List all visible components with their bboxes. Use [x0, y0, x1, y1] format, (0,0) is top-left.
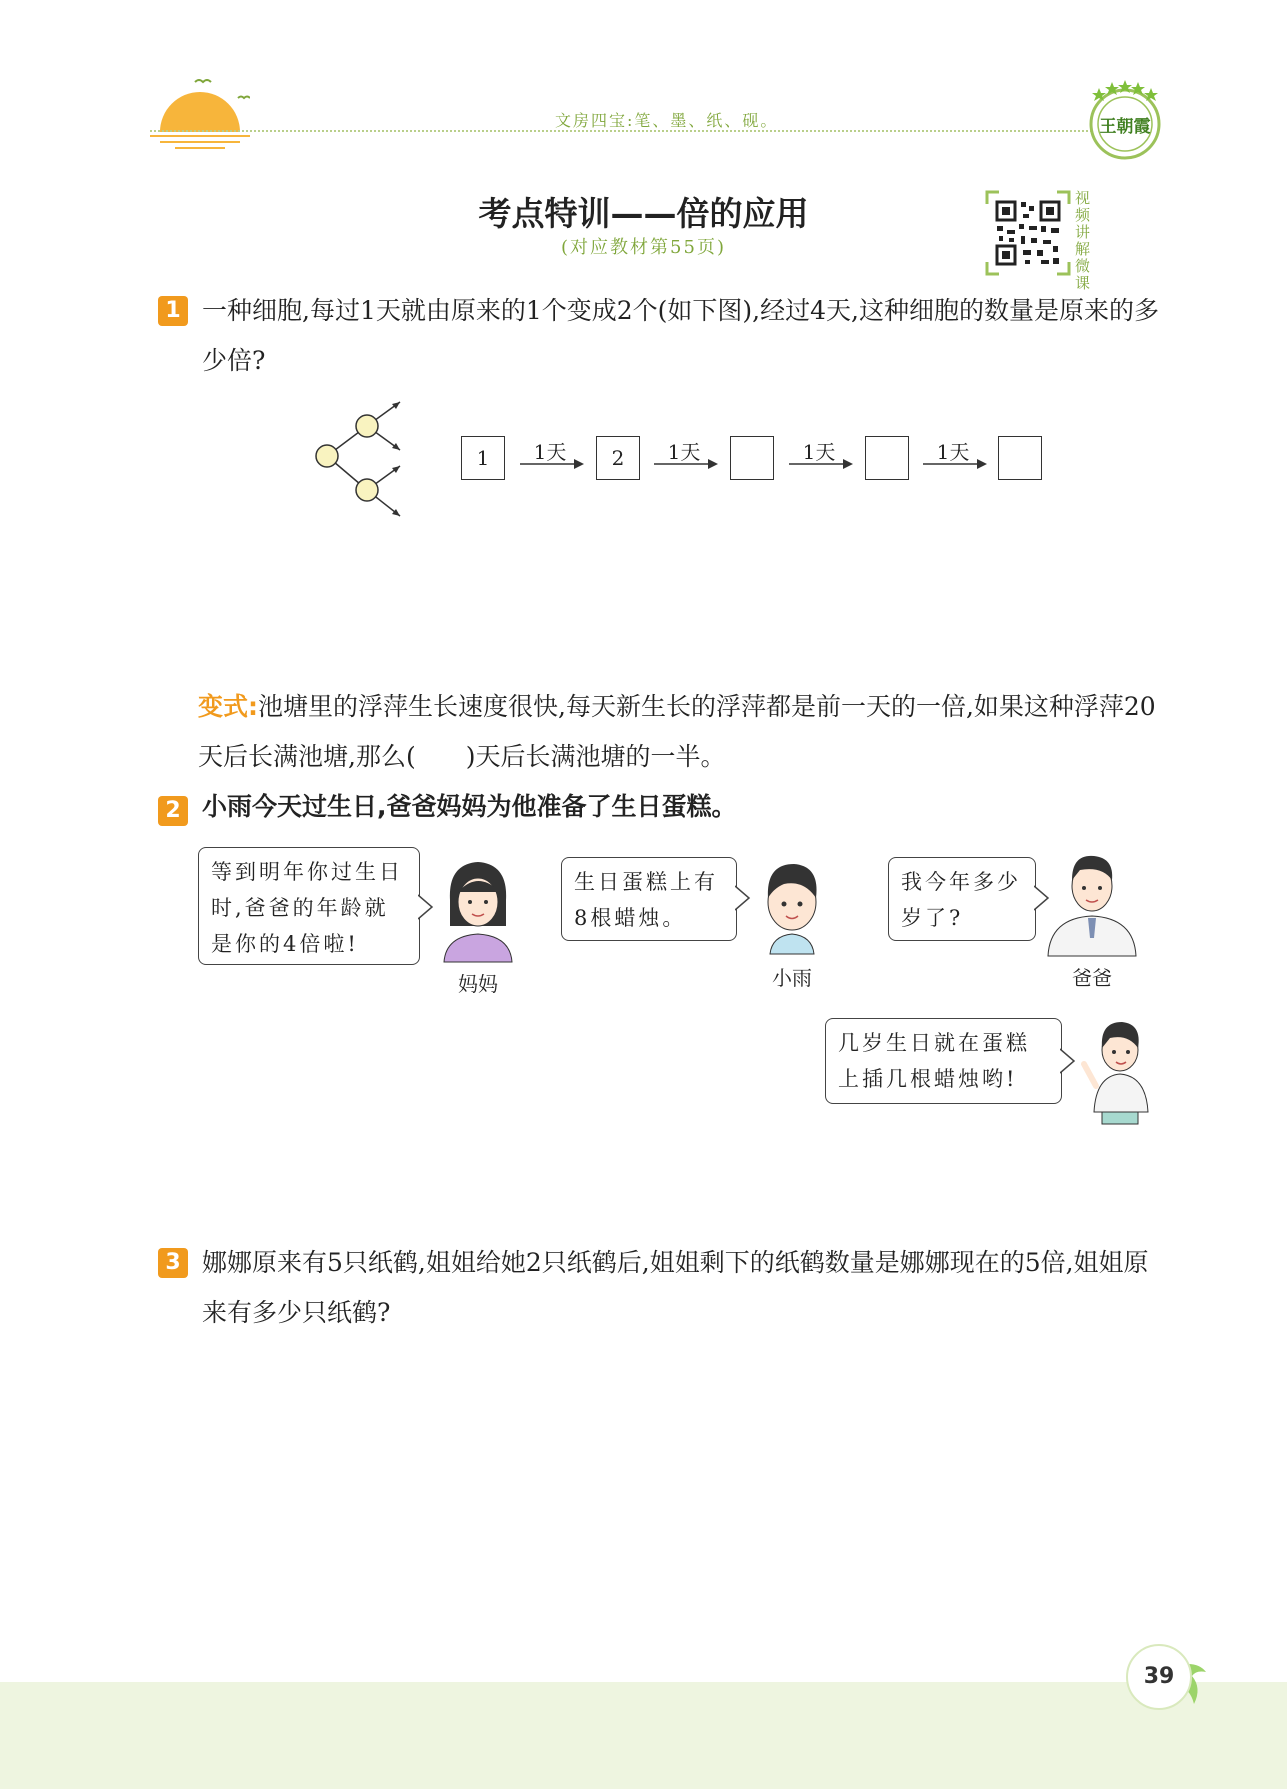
sequence-box-4-blank[interactable] — [865, 436, 909, 480]
variant-text: 池塘里的浮萍生长速度很快,每天新生长的浮萍都是前一天的一倍,如果这种浮萍20天后长满池塘,那么( )天后长满池塘的一半。 — [198, 692, 1156, 771]
cell-division-diagram — [305, 398, 415, 520]
arrow-label-3: 1天 — [802, 440, 836, 464]
bubble-tail — [1060, 1048, 1076, 1074]
sequence-box-3-blank[interactable] — [730, 436, 774, 480]
brand-seal-logo — [1085, 78, 1165, 162]
dad-illustration — [1044, 846, 1140, 956]
arrow-label-4: 1天 — [936, 440, 970, 464]
sunset-logo-icon — [150, 70, 250, 150]
question-number-3: 3 — [158, 1248, 188, 1278]
arrow-label-1: 1天 — [533, 440, 567, 464]
arrow-right-icon — [921, 456, 989, 472]
qr-code-icon[interactable] — [985, 190, 1071, 276]
mom-name: 妈妈 — [458, 972, 498, 996]
arrow-right-icon — [518, 456, 586, 472]
question-number-1: 1 — [158, 296, 188, 326]
bubble-tail — [735, 885, 751, 911]
mom-speech-bubble: 等到明年你过生日时,爸爸的年龄就是你的4倍啦! — [198, 847, 420, 965]
header-motto: 文房四宝:笔、墨、纸、砚。 — [555, 111, 779, 130]
xiaoyu-name: 小雨 — [772, 966, 812, 990]
arrow-label-2: 1天 — [667, 440, 701, 464]
boy-speech-bubble: 几岁生日就在蛋糕上插几根蜡烛哟! — [825, 1018, 1062, 1104]
dad-name: 爸爸 — [1072, 966, 1112, 990]
question-2-text: 小雨今天过生日,爸爸妈妈为他准备了生日蛋糕。 — [202, 792, 737, 821]
dad-speech-bubble: 我今年多少岁了? — [888, 857, 1036, 941]
boy-pointing-illustration — [1076, 1016, 1160, 1124]
sequence-box-2: 2 — [596, 436, 640, 480]
variant-question — [198, 682, 1178, 782]
page-number: 39 — [1126, 1644, 1192, 1710]
mom-illustration — [438, 856, 518, 962]
xiaoyu-illustration — [754, 858, 830, 954]
variant-label: 变式: — [198, 692, 258, 721]
xiaoyu-speech-bubble: 生日蛋糕上有8根蜡烛。 — [561, 857, 737, 941]
page-title: 考点特训——倍的应用 — [478, 194, 809, 233]
arrow-right-icon — [652, 456, 720, 472]
question-1-text: 一种细胞,每过1天就由原来的1个变成2个(如下图),经过4天,这种细胞的数量是原来的多少倍? — [202, 296, 1159, 375]
svg-text:王朝霞: 王朝霞 — [1099, 117, 1151, 137]
arrow-right-icon — [787, 456, 855, 472]
question-3-text: 娜娜原来有5只纸鹤,姐姐给她2只纸鹤后,姐姐剩下的纸鹤数量是娜娜现在的5倍,姐姐原来有多少只纸鹤? — [202, 1248, 1149, 1327]
qr-video-lesson-label: 视频讲解微课 — [1075, 189, 1091, 292]
sequence-box-5-blank[interactable] — [998, 436, 1042, 480]
question-number-2: 2 — [158, 796, 188, 826]
textbook-reference: (对应教材第55页) — [561, 237, 726, 258]
sequence-box-1: 1 — [461, 436, 505, 480]
footer-band — [0, 1682, 1287, 1789]
bubble-tail — [418, 894, 434, 920]
